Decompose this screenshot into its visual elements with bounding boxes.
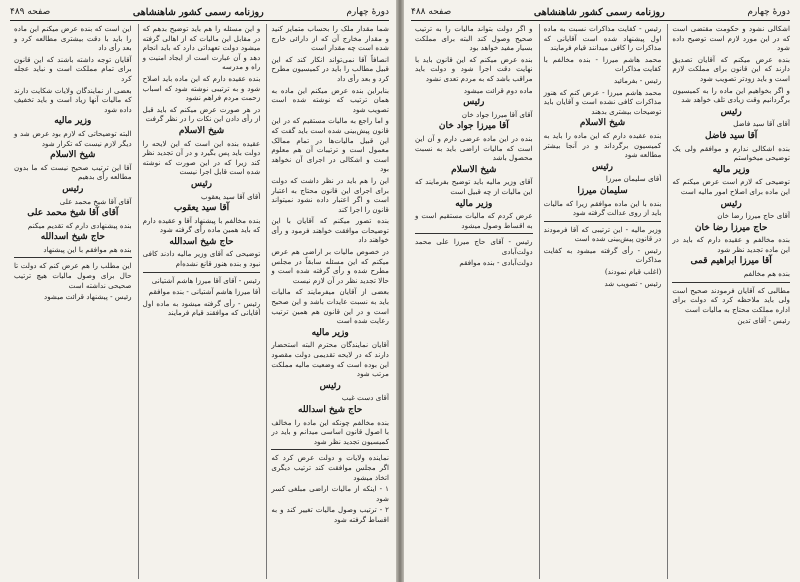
article-paragraph: محمد هاشم میرزا - عرض کنم که هنوز مذاکرات کافی نشده است و آقایان باید توضیحات بیشتری بدهند [543,87,662,116]
speaker-heading: شیخ الاسلام [178,125,225,136]
article-paragraph: در خصوص مالیات بر اراضی هم عرض میکنم که این مسئله سابقاً در مجلس مطرح شده و رأی گرفته شده است و حالا تجدید نظر در آن لازم نیست [271,247,389,285]
article-paragraph: مطالبی که آقایان فرمودند صحیح است ولی باید ملاحظه کرد که دولت برای اداره مملکت محتاج به مالیات است [672,285,790,314]
article-paragraph: و اما راجع به مالیات مستقیم که در این قانون پیش‌بینی شده است باید گفت که این قبیل مالیات‌ها در تمام ممالک معمول است و ترتیبات آن هم معلوم است و اشکالی در اجرای آن نخواهد بود [271,116,389,174]
speech-text: بنده عقیده دارم که این ماده را باید به کمیسیون برگرداند و در آنجا بیشتر مطالعه شود [543,130,662,160]
speaker-heading: وزیر مالیه [455,198,493,209]
speech-text: آقا این ترتیب صحیح نیست که ما بدون مطالعه رأی بدهیم [13,162,132,182]
article-paragraph: این است که بنده عرض میکنم این ماده را باید با دقت بیشتری مطالعه کرد و بعد رأی داد [13,24,132,53]
article-paragraph: آقا میرزا هاشم آشتیانی - بنده موافقم [148,287,261,297]
right-page-number: صفحه ۴۸۸ [411,7,452,17]
right-newspaper-title: روزنامه رسمی کشور شاهنشاهی [533,6,665,18]
left-newspaper-title: روزنامه رسمی کشور شاهنشاهی [132,6,264,18]
left-volume: دورهٔ چهارم [346,7,389,17]
speaker-heading: رئیس [319,380,341,391]
speech-text: آقای سلیمان میرزا [605,174,662,184]
article-paragraph: رئیس - آقای آقا میرزا هاشم آشتیانی [151,275,261,285]
speech-text: بنده هم موافقم با این پیشنهاد [43,244,132,254]
article-paragraph: دولت‌آبادی - بنده موافقم [459,258,533,268]
speech-text: بنده مخالفم چونکه این ماده را مخالف با اصول قانون اساسی میدانم و باید در کمیسیون تجدید نظر شود [271,417,389,446]
speaker-heading: رئیس [591,161,614,172]
article-paragraph: ۱ - اینکه از مالیات اراضی مبلغی کسر شود [271,484,389,503]
speech-text: عقیده بنده این است که این لایحه را دولت باید پس بگیرد و در آن تجدید نظر کند زیرا که در این صورت که نوشته شده است قابل اجرا نیست [142,138,261,177]
right-page-header [411,6,790,21]
article-paragraph: و اگر دولت بتواند مالیات را به ترتیب صحیح وصول کند البته برای مملکت بسیار مفید خواهد بود [414,24,533,53]
article-paragraph: بنده عقیده دارم که این ماده باید اصلاح شود و به ترتیبی نوشته شود که اسباب زحمت مردم فراهم نشود [142,73,261,103]
speaker-heading: آقای آقا شیخ محمد علی [27,208,119,219]
article-paragraph: نماینده ولایات و دولت عرض کرد که اگر مجلس موافقت کند ترتیب دیگری اتخاذ میشود [271,453,389,482]
article-paragraph: در هر صورت عرض میکنم که باید قبل از رأی دادن این نکات را در نظر گرفت [142,104,261,124]
left-columns [10,24,389,579]
article-paragraph: این مطلب را هم عرض کنم که دولت تا حال برای وصول مالیات هیچ ترتیب صحیحی نداشته است [13,261,132,290]
speaker-heading: حاج میرزا رضا خان [694,222,768,233]
section-divider [415,233,533,234]
speaker-heading: شیخ الاسلام [50,150,96,161]
speech-text: آقای دست غیب [341,393,389,403]
right-columns [411,24,790,579]
section-divider [271,449,389,450]
speaker-heading: رئیس [463,97,485,108]
article-paragraph: ماده دوم قرائت میشود [463,85,533,95]
speaker-heading: آقا میرزا جواد خان [438,121,509,132]
article-paragraph: بعضی از آقایان میفرمایند که مالیات باید به نسبت عایدات باشد و این صحیح است و در این قانون هم همین ترتیب رعایت شده است [271,287,389,326]
speech-text: بنده پیشنهادی دارم که تقدیم میکنم [27,220,132,230]
article-paragraph: شما مقدار ملک را بحساب متمایز کنید و مقدار مخارج آن که از دارائی خارج شده است چه مقدار است [271,24,389,53]
speaker-heading: سلیمان میرزا [577,185,628,196]
left-column [266,24,389,579]
speech-text: توضیحی که لازم است عرض میکنم که این ماده برای اصلاح امور مالیه است [672,177,790,196]
article-paragraph: ۲ - ترتیب وصول مالیات تغییر کند و به اقساط گرفته شود [271,505,389,524]
speech-text: بنده هم مخالفم [743,269,790,279]
right-column [539,24,662,579]
article-paragraph: بنده تصور میکنم که آقایان با این توضیحات موافقت خواهند فرمود و رأی خواهند داد [271,216,389,245]
left-page-number: صفحه ۴۸۹ [10,7,51,17]
article-paragraph: انصافاً آقا نمی‌تواند انکار کند که این قبیل مطالب را باید در کمیسیون مطرح کرد و بعد رأی داد [271,54,389,83]
section-divider [544,221,662,222]
left-column [10,24,132,579]
section-divider [14,257,132,258]
right-column [667,24,790,579]
speech-text: بنده مخالفم و عقیده دارم که باید در این ماده تجدید نظر شود [672,235,790,254]
article-paragraph: رئیس - بفرمائید [613,75,662,85]
speech-text: بنده در این ماده عرضی دارم و آن این است که مالیات اراضی باید به نسبت محصول باشد [414,133,533,163]
speech-text: آقای آقا میرزا جواد خان [461,109,533,119]
article-paragraph: این را هم باید در نظر داشت که دولت برای اجرای این قانون محتاج به اعتبار است و اگر اعتبار داده نشود نمیتواند قانون را اجرا کند [271,175,389,214]
article-paragraph: رئیس - کفایت مذاکرات نسبت به ماده اول پیشنهاد شده است آقایانی که مذاکرات را کافی میدانند قیام فرمایند [543,24,662,53]
article-paragraph: رئیس - تصویب شد [604,278,662,288]
article-paragraph: (اغلب قیام نمودند) [604,267,662,277]
left-page-header [10,6,389,21]
article-paragraph: بنابراین بنده عرض میکنم این ماده به همان ترتیب که نوشته شده است تصویب شود [271,85,389,114]
speaker-heading: حاج شیخ اسدالله [40,232,105,243]
article-paragraph: رئیس - رأی گرفته میشود به ماده اول آقایانی که موافقند قیام فرمایند [142,298,261,318]
speaker-heading: رئیس [190,178,213,189]
speaker-heading: آقا سید فاضل [705,130,758,141]
speaker-heading: وزیر مالیه [712,164,750,175]
right-page [400,0,800,582]
speaker-heading: حاج شیخ اسدالله [298,404,363,415]
speech-text: بنده با این ماده موافقم زیرا که مالیات باید از روی عدالت گرفته شود [543,198,662,218]
article-paragraph: وزیر مالیه - این ترتیبی که آقا فرمودند در قانون پیش‌بینی شده است [543,224,662,244]
speech-text: البته توضیحاتی که لازم بود عرض شد و دیگر لازم نیست که تکرار شود [13,128,132,148]
section-divider [672,282,790,283]
speech-text: آقای آقا سید یعقوب [201,191,261,201]
speech-text: عرض کردم که مالیات مستقیم است و به اقساط وصول میشود [414,211,533,230]
speaker-heading: وزیر مالیه [311,327,349,338]
speech-text: آقایان نمایندگان محترم البته استحضار دارند که در لایحه تقدیمی دولت مقصود این بوده است که وضعیت مالیه مملکت مرتب شود [271,340,389,379]
article-paragraph: رئیس - پیشنهاد قرائت میشود [44,292,132,302]
speaker-heading: رئیس [720,106,742,117]
article-paragraph: رئیس - رأی گرفته میشود به کفایت مذاکرات [543,245,662,265]
speaker-heading: حاج شیخ اسدالله [169,236,234,247]
speech-text: بنده اشکالی ندارم و موافقم ولی یک توضیحی میخواستم [672,143,790,163]
article-paragraph: بنده عرض میکنم که این قانون باید با نهایت دقت اجرا شود و دولت باید مراقب باشد که به مردم تعدی نشود [414,54,533,83]
article-paragraph: و اگر بخواهیم این ماده را به کمیسیون برگردانیم وقت زیادی تلف خواهد شد [672,85,790,105]
speech-text: آقای حاج میرزا رضا خان [717,211,790,221]
speaker-heading: آقا میرزا ابراهیم قمی [690,256,772,267]
article-paragraph: بنده عرض میکنم که آقایان تصدیق دارند که این قانون برای مملکت لازم است و باید زودتر تصویب شود [672,54,790,83]
article-paragraph: بعضی از نمایندگان ولایات شکایت دارند که مالیات آنها زیاد است و باید تخفیف داده شود [13,85,132,114]
speaker-heading: رئیس [720,198,742,209]
article-paragraph: رئیس - آقای تدین [737,316,790,326]
article-paragraph: و این مسئله را هم باید توضیح بدهم که در مقابل این مالیات که از اهالی گرفته میشود دولت تعهداتی دارد که باید انجام دهد و آن عبارت است از ایجاد امنیت و راه و مدرسه [142,24,261,72]
article-paragraph: اشکالی نشود و حکومت مقتضی است که در این مورد لازم است توضیح داده شود [672,24,790,53]
speech-text: آقای وزیر مالیه باید توضیح بفرمایند که این مالیات از چه قبیل است [414,177,533,196]
book-gutter [396,0,404,582]
article-paragraph: رئیس - آقای حاج میرزا علی محمد دولت‌آبادی [414,237,533,256]
speech-text: آقای آقا سید فاضل [733,119,790,129]
speech-text: آقای آقا شیخ محمد علی [59,196,132,206]
section-divider [143,272,261,273]
article-paragraph: آقایان توجه داشته باشند که این قانون برای تمام مملکت است و نباید عجله کرد [13,54,132,83]
speaker-heading: رئیس [62,183,84,194]
article-paragraph: محمد هاشم میرزا - بنده مخالفم با کفایت مذاکرات [543,54,662,74]
speaker-heading: شیخ الاسلام [579,118,626,129]
left-column [138,24,261,579]
right-volume: دورهٔ چهارم [747,7,790,17]
speaker-heading: وزیر مالیه [54,116,92,127]
speaker-heading: آقا سید یعقوب [173,203,230,214]
right-column [411,24,533,579]
speech-text: توضیحی که آقای وزیر مالیه دادند کافی نبود و بنده هنوز قانع نشده‌ام [142,249,261,269]
speech-text: بنده مخالفم با پیشنهاد آقا و عقیده دارم که باید همین ماده رأی گرفته شود [142,215,261,235]
speaker-heading: شیخ الاسلام [451,164,497,175]
